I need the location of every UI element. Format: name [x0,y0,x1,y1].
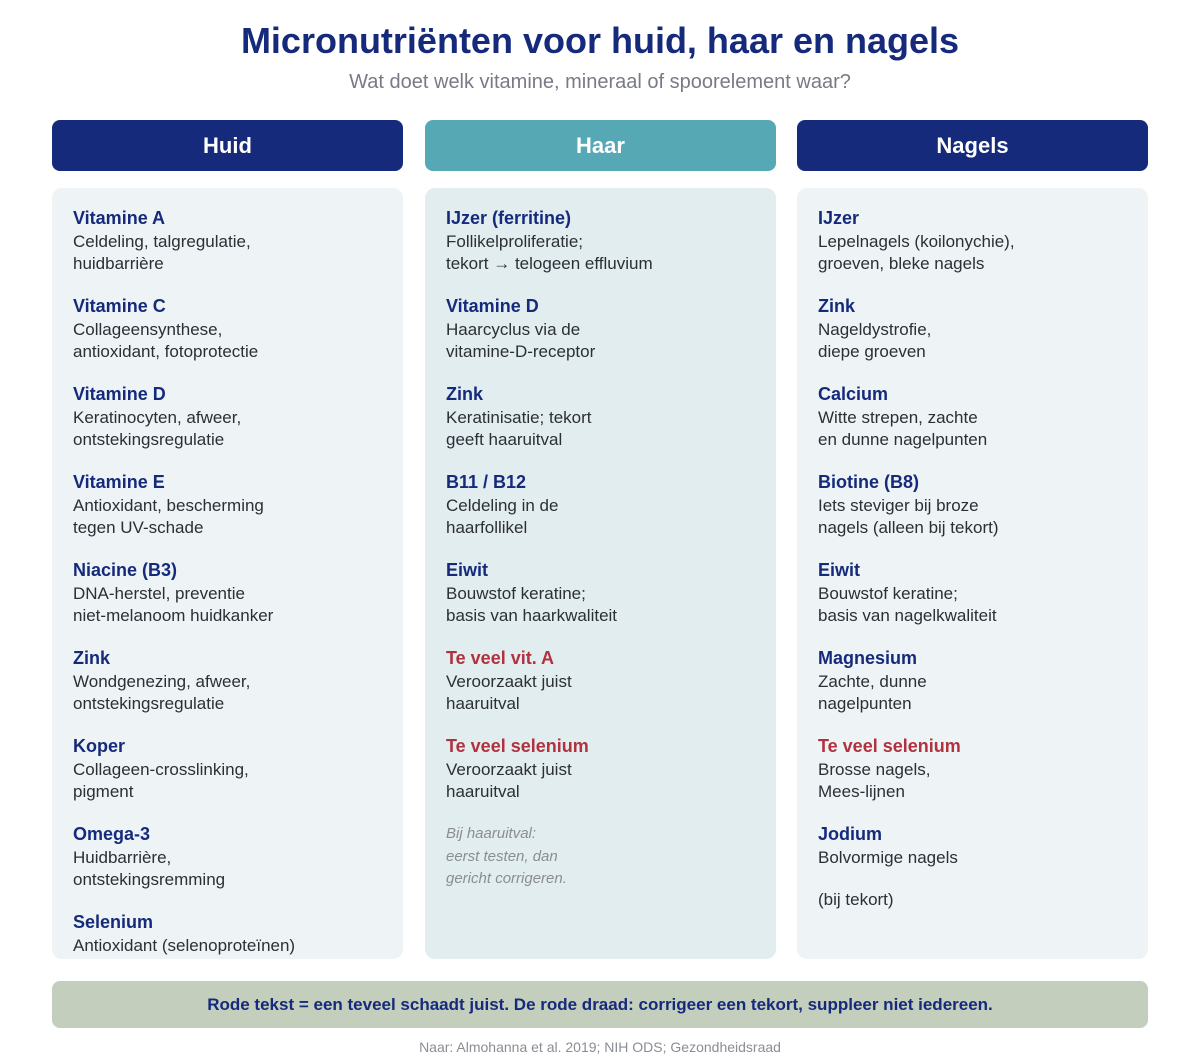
nutrient-name: Eiwit [818,560,861,580]
nutrient-description: Wondgenezing, afweer, ontstekingsregulatie [73,672,251,713]
nutrient-item [73,471,382,539]
nutrient-item [818,559,1127,627]
nutrient-name: Vitamine D [446,296,539,316]
source-citation: Naar: Almohanna et al. 2019; NIH ODS; Gezondheidsraad [419,1039,781,1055]
item-list [446,207,755,803]
nutrient-description: Witte strepen, zachte en dunne nagelpunten [818,408,988,449]
nutrient-item [818,295,1127,363]
nutrient-item [446,471,755,539]
nutrient-item [818,207,1127,275]
page-subtitle: Wat doet welk vitamine, mineraal of spoorelement waar? [349,71,851,93]
column-header-huid: Huid [52,120,403,171]
page-title: Micronutriënten voor huid, haar en nagels [240,20,960,61]
nutrient-name: Zink [818,296,856,316]
nutrient-name: IJzer [818,208,860,228]
nutrient-item [446,559,755,627]
nutrient-item [73,295,382,363]
nutrient-description: Lepelnagels (koilonychie), groeven, bleke nagels [818,232,1015,273]
nutrient-item [446,383,755,451]
nutrient-description: Antioxidant, bescherming tegen UV-schade [73,496,264,537]
nutrient-description: Bouwstof keratine; basis van nagelkwaliteit [818,584,997,625]
nutrient-item [73,911,382,957]
nutrient-item [818,735,1127,803]
nutrient-warning-name: Te veel vit. A [446,648,555,668]
nutrient-description: Haarcyclus via de vitamine-D-receptor [446,320,596,361]
nutrient-name: Omega-3 [73,824,151,844]
nutrient-description: Veroorzaakt juist haaruitval [446,760,572,801]
nutrient-warning-name: Te veel selenium [818,736,961,756]
item-list [73,207,382,957]
nutrient-name: Biotine (B8) [818,472,919,492]
nutrient-item [73,383,382,451]
nutrient-name: Calcium [818,384,889,404]
nutrient-description: Keratinocyten, afweer, ontstekingsregulatie [73,408,242,449]
nutrient-name: Magnesium [818,648,918,668]
nutrient-item [73,207,382,275]
nutrient-description: Iets steviger bij broze nagels (alleen bij tekort) [818,496,999,537]
nutrient-description: Celdeling in de haarfollikel [446,496,559,537]
tekort-remark: (bij tekort) [818,890,894,909]
nutrient-name: IJzer (ferritine) [446,208,572,228]
column-panel-nagels [797,188,1148,959]
nutrient-description: Brosse nagels, Mees-lijnen [818,760,931,801]
nutrient-description: Collageensynthese, antioxidant, fotoprotectie [73,320,259,361]
nutrient-name: B11 / B12 [446,472,527,492]
nutrient-warning-name: Te veel selenium [446,736,589,756]
nutrient-description: Keratinisatie; tekort geeft haaruitval [446,408,592,449]
nutrient-item [446,647,755,715]
nutrient-item [446,207,755,275]
nutrient-item [446,735,755,803]
nutrient-name: Niacine (B3) [73,560,178,580]
nutrient-description: Huidbarrière, ontstekingsremming [73,848,226,889]
nutrient-name: Koper [73,736,126,756]
nutrient-name: Vitamine E [73,472,165,492]
column-panel-huid [52,188,403,959]
nutrient-description: Bouwstof keratine; basis van haarkwaliteit [446,584,618,625]
nutrient-item [73,823,382,891]
nutrient-name: Vitamine D [73,384,166,404]
nutrient-description: DNA-herstel, preventie niet-melanoom huidkanker [73,584,274,625]
nutrient-description: Veroorzaakt juist haaruitval [446,672,572,713]
nutrient-description: Bolvormige nagels [818,848,958,867]
nutrient-item [818,647,1127,715]
nutrient-description: Follikelproliferatie; tekort → telogeen effluvium [446,232,653,273]
nutrient-name: Eiwit [446,560,489,580]
nutrient-name: Jodium [818,824,883,844]
nutrient-item [73,559,382,627]
nutrient-description: Nageldystrofie, diepe groeven [818,320,932,361]
nutrient-item [818,471,1127,539]
nutrient-description: Antioxidant (selenoproteïnen) [73,936,296,955]
item-list [818,207,1127,869]
nutrient-item [818,383,1127,451]
column-header-haar: Haar [425,120,776,171]
nutrient-item [818,823,1127,869]
nutrient-description: Zachte, dunne nagelpunten [818,672,927,713]
nutrient-name: Zink [446,384,484,404]
haaruitval-note: Bij haaruitval: eerst testen, dan gericht corrigeren. [446,825,567,887]
nutrient-item [446,295,755,363]
nutrient-description: Celdeling, talgregulatie, huidbarrière [73,232,251,273]
nutrient-name: Vitamine A [73,208,166,228]
nutrient-item [73,647,382,715]
footer-banner [52,981,1148,1028]
nutrient-description: Collageen-crosslinking, pigment [73,760,249,801]
nutrient-name: Selenium [73,912,154,932]
nutrient-item [73,735,382,803]
column-header-nagels: Nagels [797,120,1148,171]
nutrient-name: Vitamine C [73,296,166,316]
column-panel-haar [425,188,776,959]
nutrient-name: Zink [73,648,111,668]
footer-text: Rode tekst = een teveel schaadt juist. De rode draad: corrigeer een tekort, suppleer niet iedereen. [207,994,993,1014]
